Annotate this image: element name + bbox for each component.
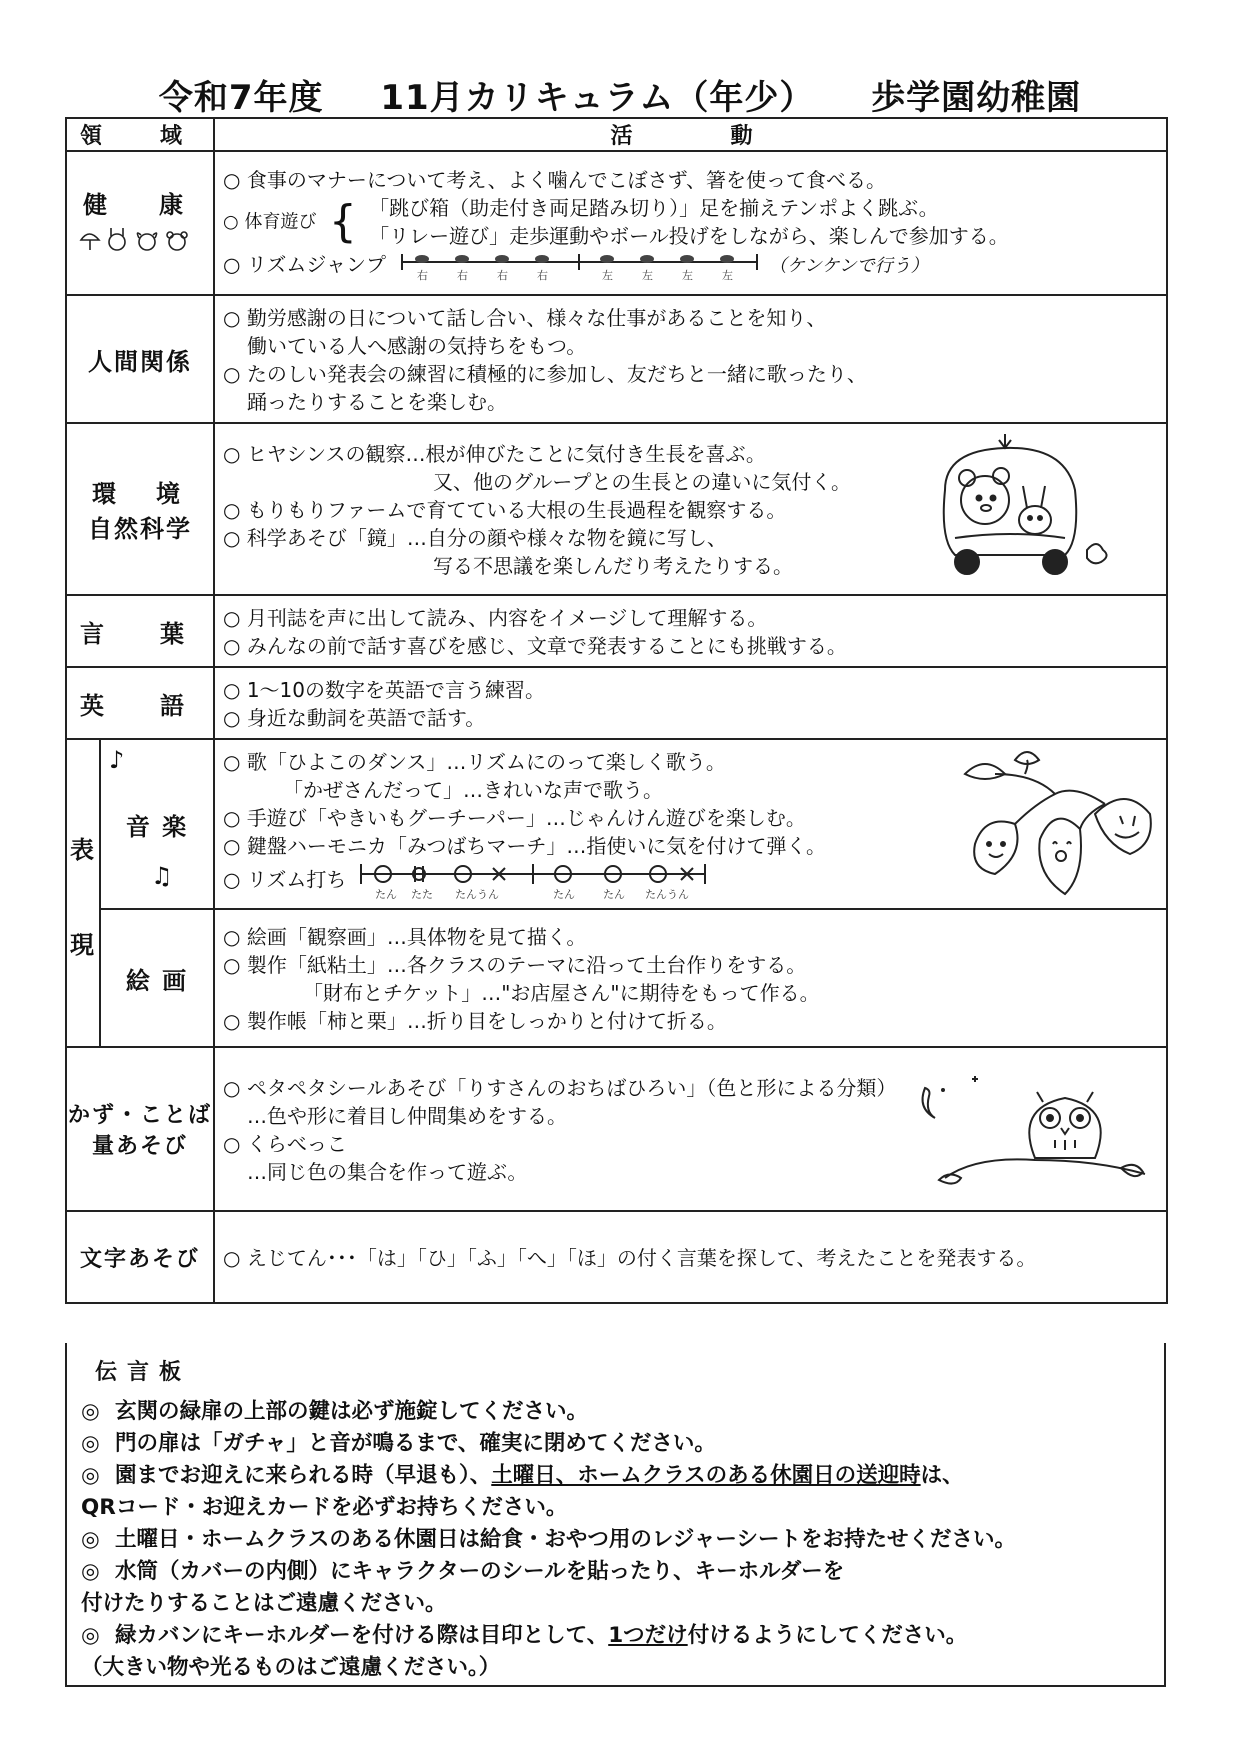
rhythm-word: たた: [410, 888, 433, 901]
domain-expression-bottom: 現: [70, 931, 96, 959]
double-circle-icon: ◎: [81, 1431, 100, 1456]
domain-environment-line2: 自然科学: [88, 515, 192, 543]
double-circle-icon: ◎: [81, 1527, 100, 1552]
foot-mark: [455, 255, 469, 263]
health-rhythm-label: ○ リズムジャンプ: [223, 252, 387, 277]
notice-1: [81, 1396, 1150, 1428]
notice-4-text: 土曜日・ホームクラスのある休園日は給食・おやつ用のレジャーシートをお持たせください。: [115, 1527, 1016, 1552]
env-line-3: ○ もりもりファームで育てている大根の生長過程を観察する。: [223, 498, 787, 522]
message-board: [65, 1343, 1166, 1687]
relations-line-1: ○ 勤労感謝の日について話し合い、様々な仕事があることを知り、: [223, 306, 827, 330]
health-rhythm-note: （ケンケンで行う）: [768, 255, 929, 277]
notice-3-text-b: 土曜日、ホームクラスのある休園日の送迎時: [491, 1463, 921, 1488]
health-rhythm: [223, 250, 1160, 282]
eighth-note-icon: ♪: [109, 746, 127, 774]
art-line-4: ○ 製作帳「柿と栗」…折り目をしっかりと付けて折る。: [223, 1009, 727, 1033]
row-letters: [66, 1211, 1167, 1303]
domain-music-label: 音 楽: [125, 812, 189, 841]
foot-label: 左: [642, 269, 654, 282]
sweet-potato-illustration: [955, 744, 1165, 904]
notice-5: [81, 1556, 1150, 1588]
numbers-line-2: …色や形に着目し仲間集めをする。: [247, 1104, 568, 1128]
english-line-2: ○ 身近な動詞を英語で話す。: [223, 706, 486, 730]
domain-language: 言 葉: [66, 595, 214, 667]
bear-rabbit-car-illustration: [915, 430, 1130, 590]
title-school: 歩学園幼稚園: [871, 78, 1082, 118]
rhythm-word: たんうん: [454, 888, 499, 901]
row-music: [66, 739, 1167, 909]
foot-label: 右: [537, 269, 549, 282]
owl-moon-illustration: [915, 1068, 1155, 1198]
notice-6-text-b: 1つだけ: [608, 1623, 688, 1648]
foot-label: 右: [497, 269, 509, 282]
rhythm-word: たん: [552, 888, 575, 901]
activity-environment: [214, 423, 1167, 595]
activity-language: [214, 595, 1167, 667]
activity-numbers: [214, 1047, 1167, 1211]
title-month: 11月カリキュラム（年少）: [380, 78, 815, 118]
env-line-2: 又、他のグループとの生長との違いに気付く。: [433, 470, 852, 494]
domain-art: 絵 画: [100, 909, 214, 1047]
notice-6: [81, 1620, 1150, 1652]
row-language: [66, 595, 1167, 667]
double-circle-icon: ◎: [81, 1463, 100, 1488]
music-line-4: ○ 鍵盤ハーモニカ「みつばちマーチ」…指使いに気を付けて弾く。: [223, 834, 827, 858]
notice-6-text-a: 緑カバンにキーホルダーを付ける際は目印として、: [115, 1623, 609, 1648]
table-header: [66, 118, 1167, 151]
double-circle-icon: ◎: [81, 1399, 100, 1424]
domain-numbers-line2: 量あそび: [92, 1134, 189, 1159]
domain-environment-line1: 環 境: [92, 480, 188, 508]
numbers-line-4: …同じ色の集合を作って遊ぶ。: [247, 1160, 528, 1184]
health-line-3: 「リレー遊び」走歩運動やボール投げをしながら、楽しんで参加する。: [369, 224, 1009, 248]
domain-health: [66, 151, 214, 295]
letters-line-1: ○ えじてん･･･「は」「ひ」「ふ」「へ」「ほ」の付く言葉を探して、考えたことを発表する。: [223, 1246, 1037, 1270]
activity-art: [214, 909, 1167, 1047]
english-line-1: ○ 1～10の数字を英語で言う練習。: [223, 678, 545, 702]
music-line-1: ○ 歌「ひよこのダンス」…リズムにのって楽しく歌う。: [223, 750, 726, 774]
domain-english: 英 語: [66, 667, 214, 739]
foot-mark: [415, 255, 429, 263]
clap-rhythm-diagram: [353, 860, 713, 902]
row-health: [66, 151, 1167, 295]
language-line-2: ○ みんなの前で話す喜びを感じ、文章で発表することにも挑戦する。: [223, 634, 847, 658]
rhythm-word: たん: [602, 888, 625, 901]
row-environment: [66, 423, 1167, 595]
health-line-2: 「跳び箱（助走付き両足踏み切り）」足を揃えテンポよく跳ぶ。: [369, 196, 939, 220]
music-line-2: 「かぜさんだって」…きれいな声で歌う。: [283, 778, 664, 802]
env-line-5: 写る不思議を楽しんだり考えたりする。: [433, 554, 794, 578]
animal-faces-icon: [75, 226, 205, 256]
health-line-1: ○ 食事のマナーについて考え、よく噛んでこぼさず、箸を使って食べる。: [223, 168, 887, 192]
foot-label: 右: [417, 269, 429, 282]
art-line-2: ○ 製作「紙粘土」…各クラスのテーマに沿って土台作りをする。: [223, 953, 807, 977]
domain-numbers-line1: かず・ことば: [68, 1103, 213, 1128]
double-circle-icon: ◎: [81, 1559, 100, 1584]
double-circle-icon: ◎: [81, 1623, 100, 1648]
activity-letters: [214, 1211, 1167, 1303]
domain-environment: [66, 423, 214, 595]
foot-mark: [720, 255, 734, 263]
row-english: [66, 667, 1167, 739]
numbers-line-3: ○ くらべっこ: [223, 1132, 347, 1156]
domain-numbers: [66, 1047, 214, 1211]
domain-expression-top: 表: [70, 836, 96, 864]
notice-1-text: 玄関の緑扉の上部の鍵は必ず施錠してください。: [115, 1399, 589, 1424]
activity-music: [214, 739, 1167, 909]
row-relations: [66, 295, 1167, 423]
music-line-3: ○ 手遊び「やきいもグーチーパー」…じゃんけん遊びを楽しむ。: [223, 806, 806, 830]
env-line-1: ○ ヒヤシンスの観察…根が伸びたことに気付き生長を喜ぶ。: [223, 442, 766, 466]
numbers-line-1: ○ ペタペタシールあそび「りすさんのおちばひろい」（色と形による分類）: [223, 1076, 897, 1100]
notice-4: [81, 1524, 1150, 1556]
foot-label: 左: [722, 269, 734, 282]
jump-rhythm-diagram: [392, 250, 762, 282]
foot-mark: [535, 255, 549, 263]
notice-5-cont: 付けたりすることはご遠慮ください。: [81, 1591, 447, 1616]
language-line-1: ○ 月刊誌を声に出して読み、内容をイメージして理解する。: [223, 606, 768, 630]
activity-health: [214, 151, 1167, 295]
notice-5-text: 水筒（カバーの内側）にキャラクターのシールを貼ったり、キーホルダーを: [115, 1559, 845, 1584]
health-pe-label: ○ 体育遊び: [223, 211, 317, 233]
art-line-1: ○ 絵画「観察画」…具体物を見て描く。: [223, 925, 587, 949]
env-line-4: ○ 科学あそび「鏡」…自分の顔や様々な物を鏡に写し、: [223, 526, 727, 550]
activity-english: [214, 667, 1167, 739]
notice-3-text-c: は、: [920, 1463, 964, 1488]
domain-letters: 文字あそび: [66, 1211, 214, 1303]
domain-music: [100, 739, 214, 909]
message-board-title: 伝言板: [95, 1360, 192, 1385]
domain-relations: 人間関係: [66, 295, 214, 423]
health-pe: [223, 194, 1160, 250]
notice-6-cont: （大きい物や光るものはご遠慮ください。）: [81, 1655, 501, 1680]
notice-2-text: 門の扉は「ガチャ」と音が鳴るまで、確実に閉めてください。: [115, 1431, 716, 1456]
header-activity: 活 動: [214, 118, 1167, 151]
header-domain: 領 域: [66, 118, 214, 151]
art-line-3: 「財布とチケット」…"お店屋さん"に期待をもって作る。: [303, 981, 820, 1005]
row-art: [66, 909, 1167, 1047]
domain-health-label: 健 康: [83, 190, 197, 219]
row-numbers: [66, 1047, 1167, 1211]
foot-label: 左: [602, 269, 614, 282]
brace-icon: {: [328, 196, 357, 247]
relations-line-3: ○ たのしい発表会の練習に積極的に参加し、友だちと一緒に歌ったり、: [223, 362, 867, 386]
rhythm-word: たん: [374, 888, 397, 901]
foot-mark: [640, 255, 654, 263]
music-rhythm-label: ○ リズム打ち: [223, 867, 347, 892]
title-year: 令和7年度: [158, 78, 324, 118]
notice-2: [81, 1428, 1150, 1460]
foot-label: 右: [457, 269, 469, 282]
foot-label: 左: [682, 269, 694, 282]
foot-mark: [680, 255, 694, 263]
relations-line-2: 働いている人へ感謝の気持ちをもつ。: [247, 334, 587, 358]
domain-expression: [66, 739, 100, 1047]
notice-3-cont: QRコード・お迎えカードを必ずお持ちください。: [81, 1495, 568, 1520]
notice-3-text-a: 園までお迎えに来られる時（早退も）、: [115, 1463, 492, 1488]
rhythm-word: たんうん: [644, 888, 689, 901]
relations-line-4: 踊ったりすることを楽しむ。: [247, 390, 508, 414]
beamed-notes-icon: ♫: [151, 862, 175, 890]
page-title: [0, 70, 1240, 119]
notice-3: [81, 1460, 1150, 1492]
notice-6-text-c: 付けるようにしてください。: [687, 1623, 968, 1648]
curriculum-table: [65, 117, 1168, 1304]
foot-mark: [600, 255, 614, 263]
foot-mark: [495, 255, 509, 263]
activity-relations: [214, 295, 1167, 423]
